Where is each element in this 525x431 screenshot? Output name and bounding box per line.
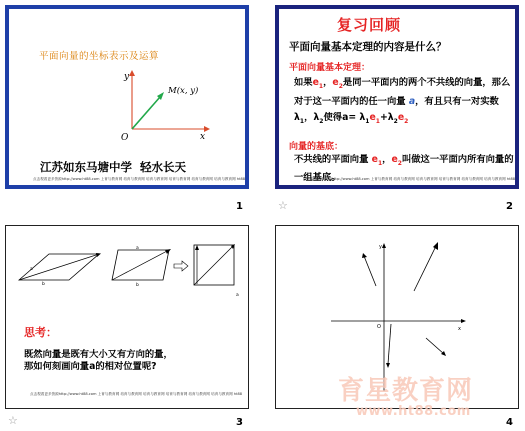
basis-heading: 向量的基底： bbox=[289, 142, 344, 152]
think-question: 既然向量是既有大小又有方向的量， 那如何刻画向量a的相对位置呢? bbox=[24, 349, 173, 372]
lambda-2: $\lambda_2$ bbox=[313, 111, 324, 125]
slide-1[interactable] bbox=[5, 5, 249, 189]
slide1-footer: 点击观看更多资源http://www.ht88.com 上育与教育网 培育与教育网 培育与教育网 培育与教育网 培育与教育网 培育与教育网 ht88 bbox=[33, 177, 246, 181]
p3-label-a: a bbox=[236, 293, 239, 298]
school-name: 江苏如东马塘中学 bbox=[40, 160, 132, 174]
x-axis-label: x bbox=[200, 132, 206, 142]
basis-body: 不共线的平面向量 $e_1$，$e_2$叫做这一平面内所有向量的一组基底。 bbox=[294, 154, 514, 183]
origin-label: O bbox=[377, 324, 381, 330]
origin-label: O bbox=[121, 133, 129, 143]
coordinate-diagram bbox=[94, 67, 214, 147]
vector-e2: $e_2$ bbox=[332, 77, 343, 90]
page-number-1: 1 bbox=[236, 201, 243, 212]
author-name: 轻水长天 bbox=[140, 160, 187, 174]
page-number-4: 4 bbox=[506, 417, 513, 428]
parallelogram-diagrams bbox=[14, 240, 244, 310]
star-icon-3: ☆ bbox=[8, 414, 18, 427]
watermark-logo: 育星教育网 bbox=[338, 376, 474, 406]
page-number-3: 3 bbox=[236, 417, 243, 428]
y-axis-label: y bbox=[124, 72, 130, 82]
x-axis-label: x bbox=[458, 326, 461, 332]
slide-2[interactable] bbox=[275, 5, 519, 189]
p1-label-a: a bbox=[30, 267, 33, 272]
watermark-url: www.ht88.com bbox=[356, 404, 471, 419]
star-icon: ☆ bbox=[278, 199, 288, 212]
slide2-footer: 点击观看更多资源http://www.ht88.com 上育与教育网 培育与教育网 培育与教育网 培育与教育网 培育与教育网 培育与教育网 ht88 bbox=[303, 177, 516, 181]
slide2-title: 复习回顾 bbox=[337, 16, 402, 34]
point-m-label: M(x, y) bbox=[168, 86, 199, 96]
school-author-line bbox=[40, 159, 186, 175]
p1-label-b: b bbox=[42, 282, 45, 287]
theorem-heading: 平面向量基本定理： bbox=[289, 63, 371, 73]
vector-e1: $e_1$ bbox=[312, 77, 324, 90]
review-question: 平面向量基本定理的内容是什么？ bbox=[289, 41, 447, 53]
equation: $a= \lambda_1e_1+\lambda_2e_2$ bbox=[342, 111, 409, 125]
p2-label-b: b bbox=[136, 283, 139, 288]
vector-a: a bbox=[408, 96, 416, 108]
slide3-footer: 点击观看更多资源http://www.ht88.com 上育与教育网 培育与教育网 培育与教育网 培育与教育网 培育与教育网 培育与教育网 ht88 bbox=[30, 392, 243, 396]
y-axis-label: y bbox=[379, 244, 382, 250]
page-number-2: 2 bbox=[506, 201, 513, 212]
p2-label-a: a bbox=[136, 246, 139, 251]
slide-3[interactable] bbox=[5, 225, 249, 409]
lambda-1: $\lambda_1$ bbox=[294, 111, 305, 125]
slide1-title: 平面向量的坐标表示及运算 bbox=[39, 51, 160, 62]
theorem-body: 如果$e_1$，$e_2$是同一平面内的两个不共线的向量，那么对于这一平面内的任一向量 a，有且只有一对实数 $\lambda_1$，$\lambda_2$使得$a= \lambda_1e_1+\lambda_2e_2$ bbox=[294, 77, 511, 125]
think-label: 思考： bbox=[24, 326, 57, 339]
